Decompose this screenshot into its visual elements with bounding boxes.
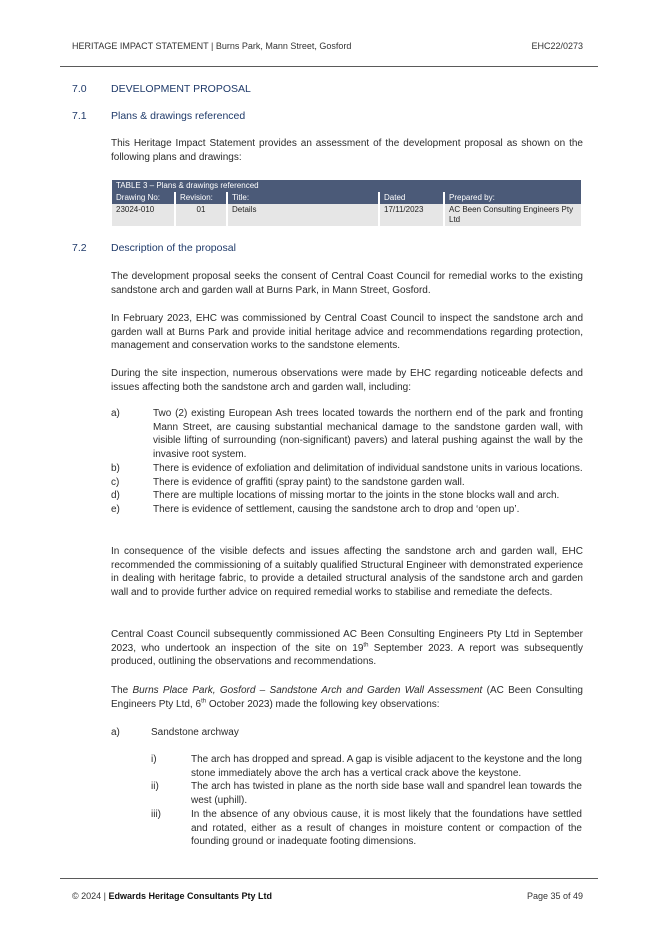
list-item — [111, 407, 583, 462]
list-text: There are multiple locations of missing mortar to the joints in the stone blocks wall and arch. — [153, 490, 560, 502]
header-title: HERITAGE IMPACT STATEMENT | Burns Park, Mann Street, Gosford — [72, 41, 352, 51]
list-text: Two (2) existing European Ash trees located towards the northern end of the park and fronting Mann Street, are causing substantial mechanical damage to the sandstone garden wall, with visible lifting of surrounding (non-significant) pavers) and lateral pushing against the wall by the invasive root system. — [153, 408, 583, 461]
table-header-row — [112, 192, 581, 204]
table-caption-row — [112, 180, 581, 192]
list-item — [151, 753, 582, 780]
list-text: In the absence of any obvious cause, it is most likely that the foundations have settled and rotated, either as a result of changes in moisture content or compaction of the founding ground or inadequate footing dimensions. — [191, 808, 582, 848]
table-caption: TABLE 3 – Plans & drawings referenced — [112, 180, 581, 192]
list-text: Sandstone archway — [151, 727, 239, 738]
list-item — [151, 808, 582, 849]
proposal-paragraph-1: The development proposal seeks the consent of Central Coast Council for remedial works to the existing sandstone arch and garden wall at Burns Park, in Mann Street, Gosford. — [111, 271, 583, 296]
list-marker: d) — [111, 490, 120, 502]
table-row — [112, 204, 581, 226]
heading-title: DEVELOPMENT PROPOSAL — [111, 83, 251, 95]
heading-number: 7.0 — [72, 83, 87, 95]
observation-item — [111, 726, 583, 740]
list-item — [111, 462, 583, 476]
heading-title: Description of the proposal — [111, 242, 236, 254]
column-header: Revision: — [175, 192, 227, 204]
list-item — [111, 503, 583, 517]
proposal-paragraph-4: In consequence of the visible defects and issues affecting the sandstone arch and garden wall, EHC recommended the commissioning of a suitably qualified Structural Engineer with demonstrated experience in dealing with heritage fabric, to provide a detailed structural analysis of the sandstone arch and garden wall and to provide further advice on required remedial works to stabilise and remediate the defects. — [111, 546, 583, 599]
page-footer — [72, 891, 583, 901]
list-text: There is evidence of graffiti (spray paint) to the sandstone garden wall. — [153, 476, 465, 488]
heading-title: Plans & drawings referenced — [111, 110, 246, 122]
column-header: Title: — [227, 192, 379, 204]
list-item — [151, 780, 582, 807]
page-header — [72, 41, 583, 51]
list-marker: b) — [111, 462, 120, 474]
list-marker: ii) — [151, 781, 159, 793]
list-text: There is evidence of settlement, causing the sandstone arch to drop and ‘open up’. — [153, 503, 520, 515]
list-marker: e) — [111, 503, 120, 515]
cell-title: Details — [227, 204, 379, 226]
list-marker: i) — [151, 754, 157, 765]
list-marker: c) — [111, 476, 120, 488]
report-title: Burns Place Park, Gosford – Sandstone Arch and Garden Wall Assessment — [132, 685, 483, 696]
footer-copyright: © 2024 | — [72, 891, 109, 901]
footer-company: Edwards Heritage Consultants Pty Ltd — [108, 891, 273, 901]
header-rule — [60, 66, 598, 67]
heading-number: 7.2 — [72, 242, 87, 254]
header-reference: EHC22/0273 — [531, 41, 583, 51]
page-number: Page 35 of 49 — [526, 891, 583, 901]
proposal-paragraph-6: The Burns Place Park, Gosford – Sandstone Arch and Garden Wall Assessment (AC Been Consulting Engineers Pty Ltd, 6th October 2023) made the following key observations: — [111, 685, 583, 710]
plans-intro-paragraph: This Heritage Impact Statement provides an assessment of the development proposal as shown on the following plans and drawings: — [111, 138, 583, 163]
list-marker: a) — [111, 727, 120, 738]
list-item — [111, 726, 583, 740]
cell-revision: 01 — [175, 204, 227, 226]
column-header: Prepared by: — [444, 192, 581, 204]
plans-drawings-table — [112, 180, 581, 226]
column-header: Drawing No: — [112, 192, 175, 204]
list-marker: a) — [111, 408, 120, 419]
list-text: There is evidence of exfoliation and delimitation of individual sandstone units in various locations. — [153, 462, 583, 474]
heading-number: 7.1 — [72, 110, 87, 122]
list-item — [111, 489, 583, 503]
column-header: Dated — [379, 192, 444, 204]
proposal-paragraph-3: During the site inspection, numerous observations were made by EHC regarding noticeable defects and issues affecting both the sandstone arch and garden wall, including: — [111, 368, 583, 393]
defects-list — [111, 407, 583, 517]
cell-dated: 17/11/2023 — [379, 204, 444, 226]
list-item — [111, 476, 583, 490]
cell-prepared-by: AC Been Consulting Engineers Pty Ltd — [444, 204, 581, 226]
archway-observations-list — [151, 753, 582, 849]
cell-drawing-no: 23024-010 — [112, 204, 175, 226]
list-text: The arch has twisted in plane as the north side base wall and spandrel lean towards the west (uphill). — [191, 781, 582, 807]
footer-rule — [60, 878, 598, 879]
list-text: The arch has dropped and spread. A gap is visible adjacent to the keystone and the long stone immediately above the arch has a vertical crack above the keystone. — [191, 754, 582, 779]
proposal-paragraph-5: Central Coast Council subsequently commissioned AC Been Consulting Engineers Pty Ltd in September 2023, who undertook an inspection of the site on 19th September 2023. A report was subsequently produced, outlining the observations and recommendations. — [111, 629, 583, 668]
list-marker: iii) — [151, 808, 161, 820]
proposal-paragraph-2: In February 2023, EHC was commissioned by Central Coast Council to inspect the sandstone arch and garden wall at Burns Park and provide initial heritage advice and recommendations regarding protection, management and conservation works to the sandstone elements. — [111, 313, 583, 352]
